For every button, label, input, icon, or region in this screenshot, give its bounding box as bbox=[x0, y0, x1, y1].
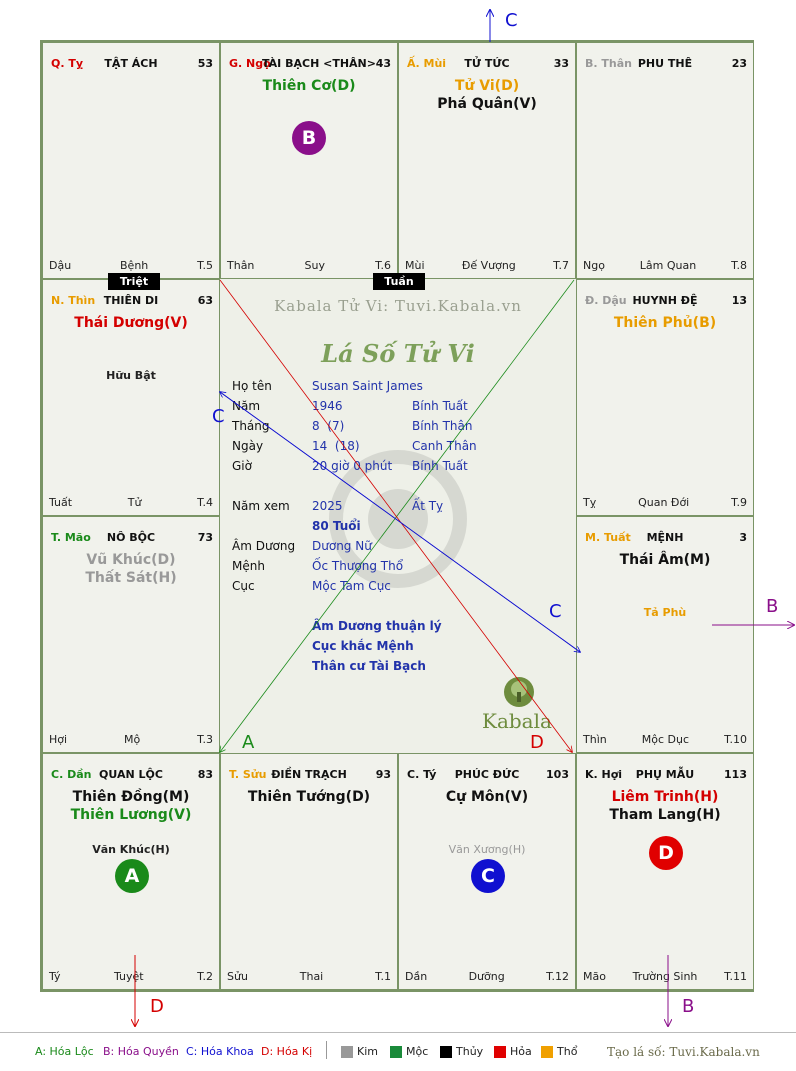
minor-star: Hữu Bật bbox=[106, 369, 156, 382]
palace-name: THIÊN DI bbox=[103, 294, 159, 307]
palace-state: Dưỡng bbox=[468, 970, 505, 983]
palace-state: Thai bbox=[299, 970, 324, 983]
triet-marker: Triệt bbox=[108, 273, 160, 290]
palace-age: 3 bbox=[739, 531, 747, 544]
thuy-swatch bbox=[440, 1046, 452, 1058]
main-star: Liêm Trinh(H) bbox=[611, 789, 719, 805]
hoa-ki-badge: D bbox=[649, 836, 683, 870]
info-label: Giờ bbox=[232, 459, 252, 473]
info-value: 20 giờ 0 phút bbox=[312, 459, 393, 473]
minor-star: Văn Khúc(H) bbox=[92, 843, 170, 856]
palace-state: Tuyệt bbox=[113, 970, 144, 983]
main-star: Thiên Tướng(D) bbox=[247, 789, 371, 805]
tho-swatch bbox=[541, 1046, 553, 1058]
main-star: Cự Môn(V) bbox=[445, 789, 529, 805]
palace-can: T. Mão bbox=[51, 531, 91, 544]
info-value: 8 (7) bbox=[312, 419, 345, 433]
palace-name: QUAN LỘC bbox=[99, 768, 163, 781]
palace-zone: Tý bbox=[49, 970, 61, 983]
palace-can: Ấ. Mùi bbox=[407, 57, 447, 70]
info-value: 2025 bbox=[312, 499, 343, 513]
label-d-inner: D bbox=[530, 732, 544, 753]
hoa-loc-badge: A bbox=[115, 859, 149, 893]
hoa-swatch bbox=[494, 1046, 506, 1058]
main-star: Thiên Đồng(M) bbox=[72, 789, 190, 805]
legend-hoa-ki: D: Hóa Kị bbox=[261, 1045, 313, 1058]
info-value: Susan Saint James bbox=[312, 379, 423, 393]
palace-age: 103 bbox=[546, 768, 569, 781]
palace-month: T.7 bbox=[553, 259, 569, 272]
main-star: Thiên Cơ(D) bbox=[262, 78, 356, 94]
info-value: Ốc Thượng Thổ bbox=[312, 559, 404, 573]
palace-can: M. Tuất bbox=[585, 531, 631, 544]
palace-state: Đế Vượng bbox=[461, 259, 516, 272]
legend-kim bbox=[341, 1045, 378, 1058]
palace-age: 43 bbox=[375, 57, 391, 70]
info-label: Mệnh bbox=[232, 559, 265, 573]
kabala-logo-text: Kabala bbox=[482, 709, 552, 733]
info-can-chi: Ất Tỵ bbox=[412, 499, 444, 513]
legend-hoa bbox=[494, 1045, 532, 1058]
palace-name: MỆNH bbox=[646, 531, 684, 544]
palace-name: ĐIỀN TRẠCH bbox=[271, 768, 347, 781]
info-can-chi: Bính Tuất bbox=[412, 399, 468, 413]
minor-star: Văn Xương(H) bbox=[448, 843, 526, 856]
info-value: 14 (18) bbox=[312, 439, 360, 453]
palace-age: 13 bbox=[731, 294, 747, 307]
info-label: Năm xem bbox=[232, 499, 290, 513]
palace-zone: Mão bbox=[583, 970, 606, 983]
palace-month: T.5 bbox=[197, 259, 213, 272]
site-credit: Tạo lá số: Tuvi.Kabala.vn bbox=[607, 1045, 760, 1059]
palace-state: Bệnh bbox=[120, 259, 149, 272]
palace-zone: Thìn bbox=[583, 733, 607, 746]
palace-zone: Dậu bbox=[49, 259, 72, 272]
hoa-khoa-badge: C bbox=[471, 859, 505, 893]
main-star: Tham Lang(H) bbox=[609, 807, 721, 823]
moc-label: Mộc bbox=[406, 1045, 429, 1058]
info-label: Tháng bbox=[232, 419, 270, 433]
info-label: Cục bbox=[232, 579, 255, 593]
palace-age: 83 bbox=[197, 768, 213, 781]
palace-zone: Sửu bbox=[227, 970, 248, 983]
info-value: 80 Tuổi bbox=[312, 519, 361, 533]
palace-can: N. Thìn bbox=[51, 294, 96, 307]
label-d-bottom: D bbox=[150, 996, 164, 1017]
label-c-top: C bbox=[505, 10, 518, 31]
palace-name: NÔ BỘC bbox=[106, 531, 156, 544]
kim-swatch bbox=[341, 1046, 353, 1058]
moc-swatch bbox=[390, 1046, 402, 1058]
hoa-quyen-badge: B bbox=[292, 121, 326, 155]
info-can-chi: Bính Thân bbox=[412, 419, 473, 433]
info-note-text: Thân cư Tài Bạch bbox=[312, 659, 426, 673]
palace-name: TÀI BẠCH <THÂN> bbox=[262, 57, 376, 70]
palace-age: 63 bbox=[197, 294, 213, 307]
palace-can: G. Ngọ bbox=[229, 57, 271, 70]
palace-state: Mộ bbox=[123, 733, 141, 746]
info-label: Họ tên bbox=[232, 379, 272, 393]
palace-month: T.4 bbox=[197, 496, 213, 509]
palace-name: TẬT ÁCH bbox=[104, 57, 158, 70]
info-value: Mộc Tam Cục bbox=[312, 579, 391, 593]
palace-can: T. Sửu bbox=[229, 768, 267, 781]
main-star: Thiên Lương(V) bbox=[70, 807, 192, 823]
main-star: Phá Quân(V) bbox=[437, 96, 537, 112]
palace-zone: Hợi bbox=[49, 733, 68, 746]
palace-name: TỬ TỨC bbox=[464, 57, 510, 70]
palace-zone: Tuất bbox=[49, 496, 73, 509]
info-note-text: Cục khắc Mệnh bbox=[312, 639, 414, 653]
palace-name: PHÚC ĐỨC bbox=[454, 768, 520, 781]
palace-name: PHU THÊ bbox=[637, 57, 693, 70]
watermark-text: Kabala Tử Vi: Tuvi.Kabala.vn bbox=[274, 297, 522, 315]
palace-zone: Thân bbox=[227, 259, 255, 272]
info-label: Ngày bbox=[232, 439, 264, 453]
palace-can: C. Dần bbox=[51, 768, 92, 781]
info-value: Dương Nữ bbox=[312, 539, 372, 553]
palace-state: Lâm Quan bbox=[639, 259, 697, 272]
legend-hoa-loc: A: Hóa Lộc bbox=[35, 1045, 94, 1058]
palace-month: T.1 bbox=[375, 970, 391, 983]
palace-zone: Ngọ bbox=[583, 259, 605, 272]
main-star: Thái Dương(V) bbox=[74, 315, 188, 331]
info-label: Năm bbox=[232, 399, 261, 413]
main-star: Vũ Khúc(D) bbox=[86, 552, 176, 568]
palace-age: 33 bbox=[553, 57, 569, 70]
info-note-text: Âm Dương thuận lý bbox=[312, 619, 442, 633]
legend-divider bbox=[326, 1041, 327, 1059]
tho-label: Thổ bbox=[557, 1045, 578, 1058]
legend-bar bbox=[0, 1032, 796, 1071]
label-a: A bbox=[242, 732, 255, 753]
palace-can: Đ. Dậu bbox=[585, 294, 627, 307]
palace-age: 53 bbox=[197, 57, 213, 70]
label-b-right: B bbox=[766, 596, 779, 617]
label-c-left: C bbox=[212, 406, 225, 427]
palace-can: K. Hợi bbox=[585, 768, 623, 781]
palace-age: 113 bbox=[724, 768, 747, 781]
palace-month: T.9 bbox=[731, 496, 747, 509]
chart-title: Lá Số Tử Vi bbox=[321, 339, 475, 368]
palace-zone: Tỵ bbox=[583, 496, 597, 509]
palace-month: T.12 bbox=[546, 970, 569, 983]
palace-state: Trường Sinh bbox=[632, 970, 698, 983]
hoa-khoa-line-b bbox=[220, 392, 580, 652]
palace-state: Tử bbox=[127, 496, 142, 509]
palace-zone: Mùi bbox=[405, 259, 425, 272]
main-star: Thất Sát(H) bbox=[85, 570, 177, 586]
main-star: Thiên Phủ(B) bbox=[613, 315, 717, 331]
info-can-chi: Bính Tuất bbox=[412, 459, 468, 473]
legend-hoa-quyen: B: Hóa Quyền bbox=[103, 1045, 179, 1058]
info-label: Âm Dương bbox=[232, 539, 296, 553]
info-value: 1946 bbox=[312, 399, 343, 413]
palace-state: Mộc Dục bbox=[641, 733, 690, 746]
legend-tho bbox=[541, 1045, 577, 1058]
palace-state: Quan Đới bbox=[638, 496, 690, 509]
palace-age: 23 bbox=[731, 57, 747, 70]
palace-month: T.10 bbox=[724, 733, 747, 746]
palace-can: B. Thân bbox=[585, 57, 632, 70]
palace-month: T.3 bbox=[197, 733, 213, 746]
palace-state: Suy bbox=[304, 259, 325, 272]
main-star: Thái Âm(M) bbox=[619, 552, 711, 568]
legend-moc bbox=[390, 1045, 428, 1058]
tuan-marker: Tuần bbox=[373, 273, 425, 290]
palace-age: 73 bbox=[197, 531, 213, 544]
legend-thuy bbox=[440, 1045, 483, 1058]
label-b-bottom: B bbox=[682, 996, 695, 1017]
palace-zone: Dần bbox=[405, 970, 428, 983]
palace-age: 93 bbox=[375, 768, 391, 781]
palace-month: T.8 bbox=[731, 259, 747, 272]
palace-name: HUYNH ĐỆ bbox=[632, 294, 698, 307]
legend-hoa-khoa: C: Hóa Khoa bbox=[186, 1045, 254, 1058]
palace-name: PHỤ MẪU bbox=[635, 768, 695, 781]
palace-can: Q. Tỵ bbox=[51, 57, 84, 70]
thuy-label: Thủy bbox=[456, 1045, 484, 1058]
label-c-right: C bbox=[549, 601, 562, 622]
main-star: Tử Vi(D) bbox=[454, 78, 520, 94]
palace-month: T.2 bbox=[197, 970, 213, 983]
kim-label: Kim bbox=[357, 1045, 378, 1058]
palace-month: T.11 bbox=[724, 970, 747, 983]
info-can-chi: Canh Thân bbox=[412, 439, 477, 453]
hoa-label: Hỏa bbox=[510, 1045, 532, 1058]
palace-can: C. Tý bbox=[407, 768, 437, 781]
minor-star: Tả Phù bbox=[643, 606, 687, 619]
palace-month: T.6 bbox=[375, 259, 391, 272]
